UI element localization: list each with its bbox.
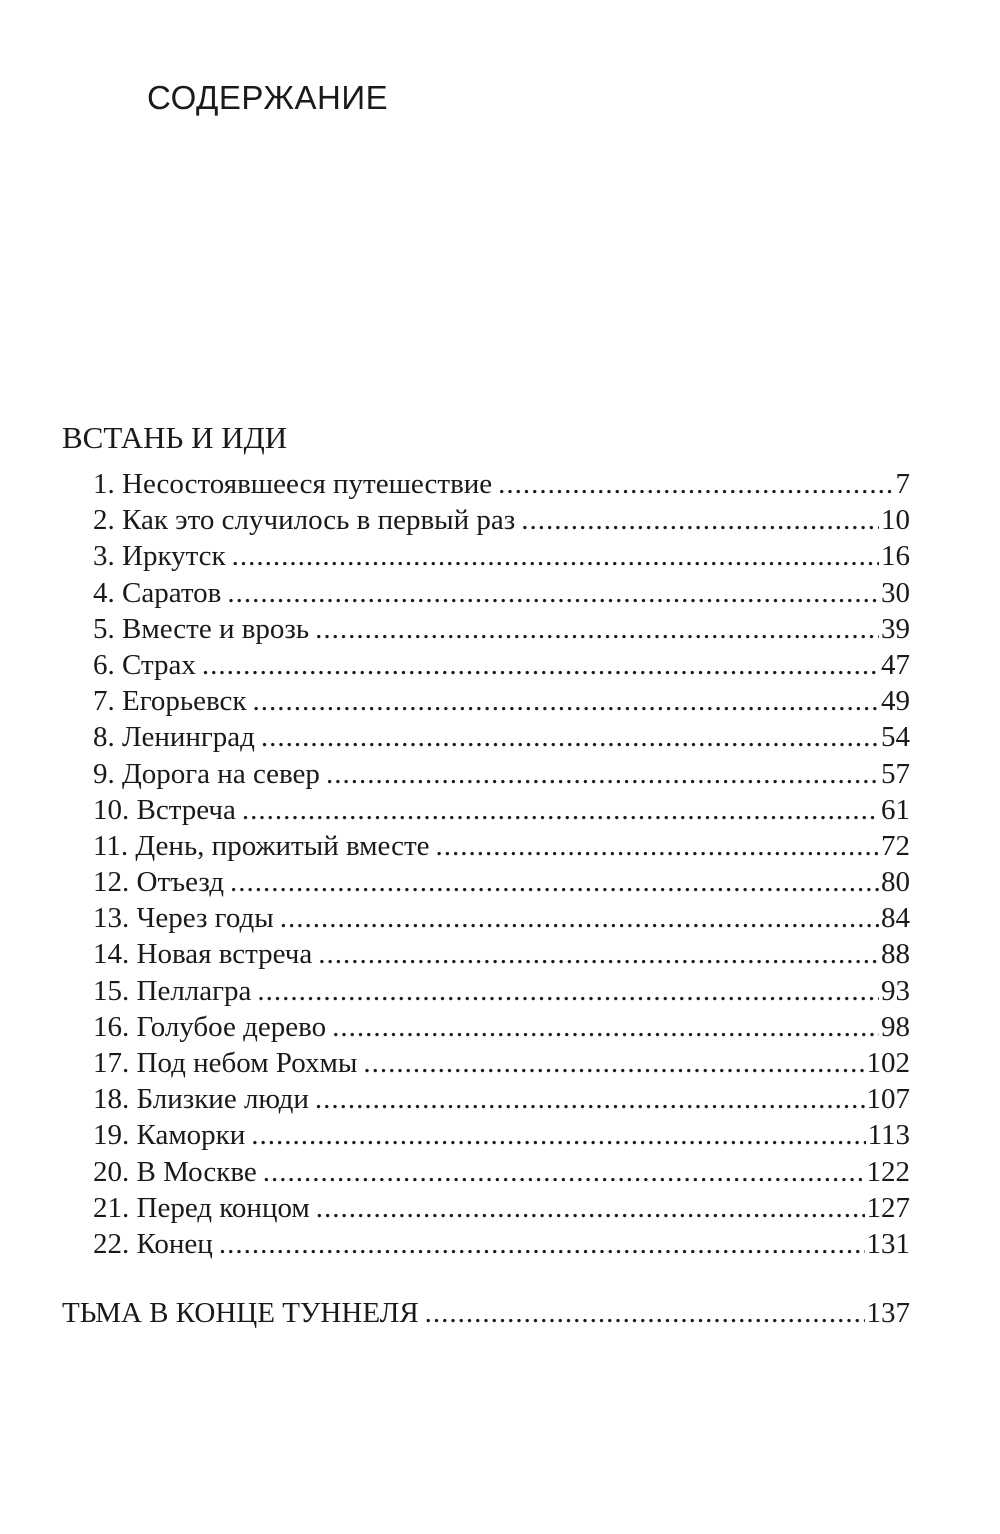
toc-entry-label: 4. Саратов	[93, 576, 222, 609]
dot-leader	[315, 611, 879, 647]
toc-entry-page: 98	[881, 1010, 910, 1043]
toc-entry[interactable]	[93, 1190, 910, 1226]
toc-part-label: ТЬМА В КОНЦЕ ТУННЕЛЯ	[62, 1297, 419, 1329]
toc-entry[interactable]	[93, 683, 910, 719]
dot-leader	[261, 719, 879, 755]
toc-entry[interactable]	[93, 864, 910, 900]
toc-entry[interactable]	[93, 936, 910, 972]
dot-leader	[332, 1009, 879, 1045]
toc-entry-label: 19. Каморки	[93, 1119, 246, 1152]
dot-leader	[257, 973, 879, 1009]
dot-leader	[202, 647, 879, 683]
toc-entry-label: 17. Под небом Рохмы	[93, 1047, 358, 1079]
toc-entry-page: 93	[881, 974, 910, 1007]
toc-entry[interactable]	[93, 900, 910, 936]
toc-entry-label: 15. Пеллагра	[93, 974, 252, 1007]
toc-entry[interactable]	[93, 1117, 910, 1153]
toc-entry-label: 5. Вместе и врозь	[93, 612, 310, 645]
toc-entry-page: 88	[881, 938, 910, 971]
toc-entry-page: 10	[881, 504, 910, 537]
toc-entry-page: 113	[867, 1119, 910, 1152]
toc-entry[interactable]	[93, 828, 910, 864]
dot-leader	[242, 792, 879, 828]
toc-entry-label: 10. Встреча	[93, 793, 236, 826]
toc-entry-label: 11. День, прожитый вместе	[93, 829, 430, 862]
toc-entry-page: 30	[881, 576, 910, 609]
toc-entry-label: 14. Новая встреча	[93, 938, 313, 971]
dot-leader	[425, 1293, 865, 1333]
toc-part-entry[interactable]	[62, 1293, 910, 1333]
dot-leader	[232, 538, 879, 574]
dot-leader	[230, 864, 879, 900]
dot-leader	[280, 900, 879, 936]
toc-entry-page: 16	[881, 540, 910, 573]
toc-entry[interactable]	[93, 575, 910, 611]
toc-entry-page: 131	[866, 1227, 910, 1260]
toc-entry[interactable]	[93, 1154, 910, 1190]
dot-leader	[318, 936, 879, 972]
page-title: СОДЕРЖАНИЕ	[147, 79, 389, 116]
toc-entry-page: 72	[881, 829, 910, 862]
toc-entry-label: 2. Как это случилось в первый раз	[93, 504, 516, 537]
toc-entry-label: 3. Иркутск	[93, 540, 226, 573]
toc-entry-label: 12. Отъезд	[93, 866, 225, 899]
toc-entry-page: 107	[866, 1083, 910, 1116]
toc-entry-page: 127	[866, 1191, 910, 1224]
toc-entry[interactable]	[93, 611, 910, 647]
toc-entry-page: 47	[881, 648, 910, 681]
toc-entry[interactable]	[93, 1081, 910, 1117]
toc-entry-label: 20. В Москве	[93, 1155, 257, 1188]
dot-leader	[251, 1117, 865, 1153]
toc-entry-label: 6. Страх	[93, 648, 196, 681]
dot-leader	[263, 1154, 865, 1190]
dot-leader	[436, 828, 879, 864]
toc-entry-label: 16. Голубое дерево	[93, 1010, 327, 1043]
toc-entry-page: 7	[895, 468, 910, 500]
dot-leader	[363, 1045, 864, 1081]
toc-entry-page: 54	[881, 721, 910, 754]
toc-entry-page: 39	[881, 612, 910, 645]
dot-leader	[498, 466, 893, 502]
toc-entry-label: 21. Перед концом	[93, 1191, 310, 1224]
toc-entry[interactable]	[93, 719, 910, 755]
toc-entry-label: 18. Близкие люди	[93, 1083, 309, 1116]
toc-entry-label: 9. Дорога на север	[93, 757, 320, 790]
toc-entry-page: 102	[866, 1047, 910, 1079]
toc-entry-page: 49	[881, 685, 910, 718]
toc-entry[interactable]	[93, 502, 910, 538]
toc-entry[interactable]	[93, 647, 910, 683]
toc-entry-label: 1. Несостоявшееся путешествие	[93, 468, 493, 500]
dot-leader	[326, 756, 879, 792]
toc-part-page: 137	[866, 1297, 910, 1329]
dot-leader	[316, 1190, 865, 1226]
toc-entry[interactable]	[93, 792, 910, 828]
toc-entry-page: 57	[881, 757, 910, 790]
toc-entry-page: 122	[866, 1155, 910, 1188]
dot-leader	[315, 1081, 865, 1117]
toc-entry-label: 8. Ленинград	[93, 721, 255, 754]
toc-entry[interactable]	[93, 973, 910, 1009]
toc-entry[interactable]	[93, 1045, 910, 1081]
section-title: ВСТАНЬ И ИДИ	[62, 420, 288, 455]
toc-entry-page: 61	[881, 793, 910, 826]
toc-entry[interactable]	[93, 756, 910, 792]
toc-entry-label: 22. Конец	[93, 1227, 213, 1260]
toc-entry-page: 80	[881, 866, 910, 899]
dot-leader	[219, 1226, 865, 1262]
toc-entry-page: 84	[881, 902, 910, 935]
toc-entry-label: 7. Егорьевск	[93, 685, 247, 718]
toc-entry-label: 13. Через годы	[93, 902, 274, 935]
dot-leader	[252, 683, 879, 719]
dot-leader	[227, 575, 879, 611]
table-of-contents	[93, 466, 910, 1262]
toc-entry[interactable]	[93, 538, 910, 574]
dot-leader	[521, 502, 879, 538]
toc-entry[interactable]	[93, 1009, 910, 1045]
toc-entry[interactable]	[93, 1226, 910, 1262]
toc-entry[interactable]	[93, 466, 910, 502]
